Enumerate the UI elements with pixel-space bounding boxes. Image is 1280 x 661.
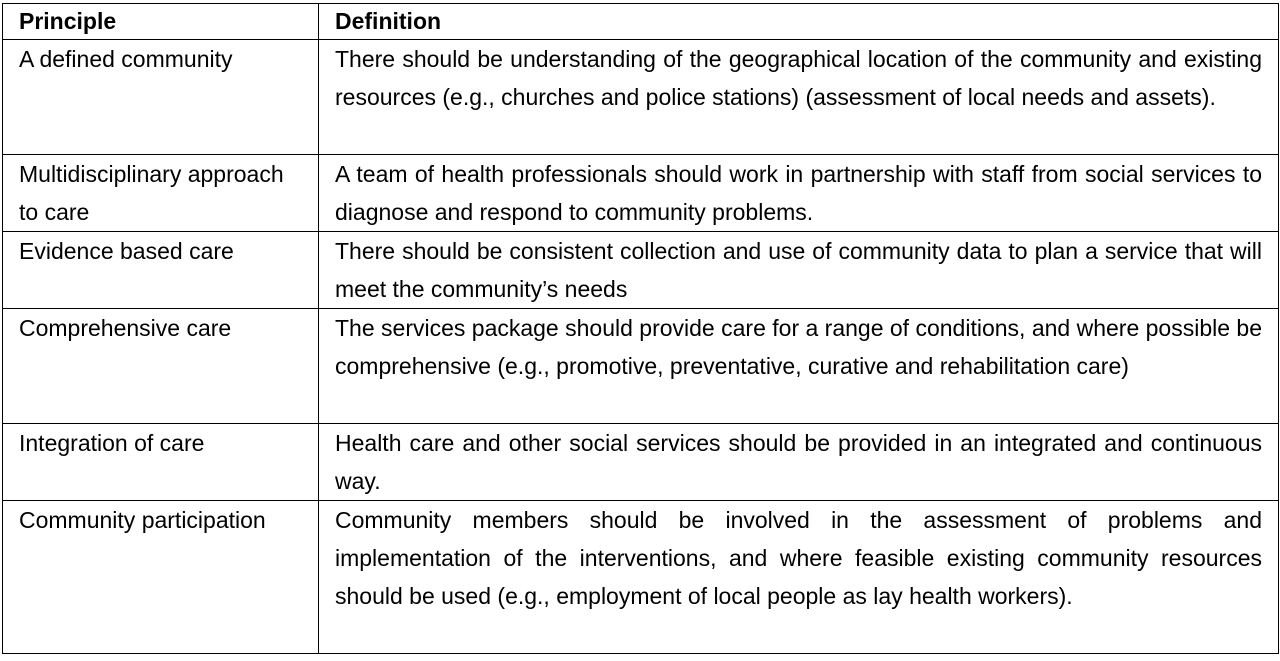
- definition-cell: Health care and other social services should be provided in an integrated and continuous way.: [319, 424, 1279, 501]
- principle-cell: Comprehensive care: [3, 309, 319, 424]
- header-principle: Principle: [3, 4, 319, 40]
- header-row: [3, 4, 1279, 40]
- definition-cell: There should be consistent collection and use of community data to plan a service that will meet the community’s needs: [319, 232, 1279, 309]
- definition-cell: Community members should be involved in the assessment of problems and implementation of the interventions, and where feasible existing community resources should be used (e.g., employment of local people as lay health workers).: [319, 501, 1279, 654]
- table-row: [3, 40, 1279, 155]
- table-row: [3, 232, 1279, 309]
- principle-cell: Integration of care: [3, 424, 319, 501]
- principle-cell: Multidisciplinary approach to care: [3, 155, 319, 232]
- principle-cell: Evidence based care: [3, 232, 319, 309]
- definition-cell: The services package should provide care for a range of conditions, and where possible be comprehensive (e.g., promotive, preventative, curative and rehabilitation care): [319, 309, 1279, 424]
- principles-table: [2, 3, 1279, 654]
- table-body: [3, 40, 1279, 654]
- principle-cell: A defined community: [3, 40, 319, 155]
- table-row: [3, 155, 1279, 232]
- definition-cell: There should be understanding of the geographical location of the community and existing resources (e.g., churches and police stations) (assessment of local needs and assets).: [319, 40, 1279, 155]
- table-row: [3, 309, 1279, 424]
- table-row: [3, 424, 1279, 501]
- principle-cell: Community participation: [3, 501, 319, 654]
- table-row: [3, 501, 1279, 654]
- definition-cell: A team of health professionals should work in partnership with staff from social services to diagnose and respond to community problems.: [319, 155, 1279, 232]
- table-header: [3, 4, 1279, 40]
- header-definition: Definition: [319, 4, 1279, 40]
